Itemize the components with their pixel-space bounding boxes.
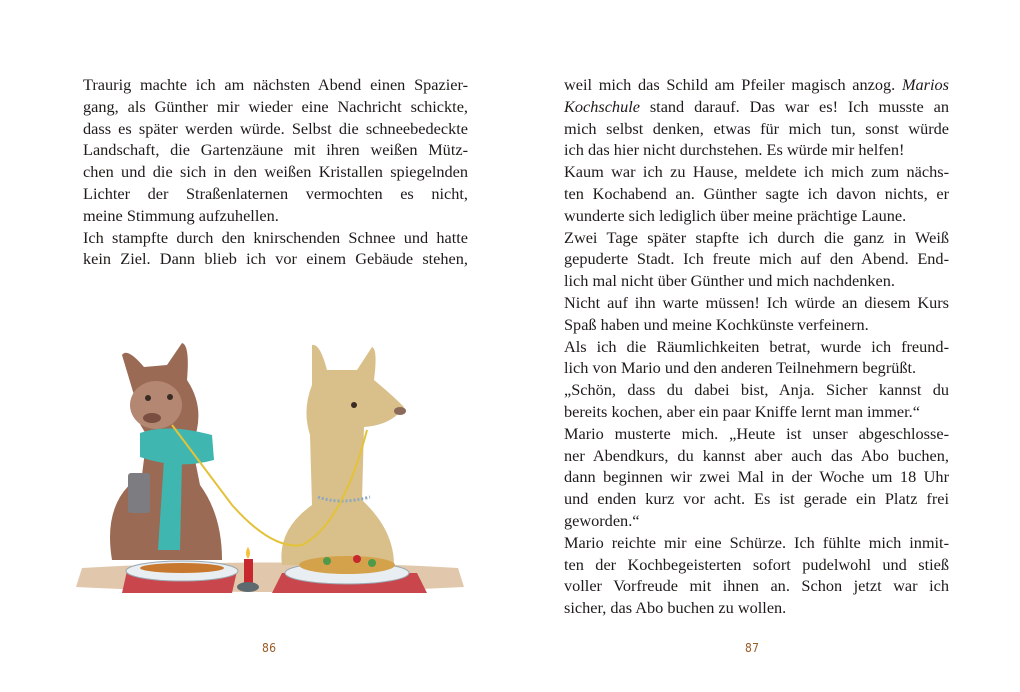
text-line: sicher, das Abo buchen zu wollen. [564,598,787,618]
page-number: 87 [745,641,760,655]
text-line: gang, als Günther mir wieder eine Nachricht schickte, [83,96,468,116]
text-line: ner Abendkurs, du kannst aber auch das Abo buchen, [564,445,949,465]
text-line: Mario reichte mir eine Schürze. Ich fühlte mich inmit- [564,532,949,552]
text-line: ten Kochabend an. Günther sagte ich davon nichts, er [564,183,949,203]
text-line: „Schön, dass du dabei bist, Anja. Sicher kannst du [564,380,949,400]
italic-title: Marios [901,75,949,94]
text-line: Kochschule stand darauf. Das war es! Ich musste an [564,96,949,116]
text-line: bereits kochen, aber ein paar Kniffe lernt man immer.“ [564,401,920,421]
text-line: Ich stampfte durch den knirschenden Schnee und hatte [83,227,468,247]
text-line: lich von Mario und den anderen Teilnehmern begrüßt. [564,358,917,378]
text-line: lich mal nicht über Günther und mich nachdenken. [564,271,895,291]
text-line: geworden.“ [564,510,640,530]
text-line: Als ich die Räumlichkeiten betrat, wurde ich freund- [564,336,949,356]
text-line: meine Stimmung aufzuhellen. [83,205,279,225]
text-line: ten der Kochbegeisterten sofort pudelwohl und stieß [564,554,949,574]
text-line: voller Vorfreude mit ihnen an. Schon jetzt war ich [564,576,949,596]
text-line: Spaß haben und meine Kochkünste verfeinern. [564,314,869,334]
text-line: Traurig machte ich am nächsten Abend einen Spazier- [83,75,468,94]
text-line: chen und die sich in den weißen Kristallen spiegelnden [83,162,468,182]
text-line: Mario musterte mich. „Heute ist unser abgeschlosse- [564,423,949,443]
text-line: ich das hier nicht durchstehen. Es würde mir helfen! [564,140,905,160]
text-line: mich selbst denken, etwas für mich tun, sonst würde [564,118,949,138]
page-number: 86 [262,641,277,655]
llama-dinner-illustration [72,325,468,610]
text-line: wunderte sich lediglich über meine prächtige Laune. [564,205,907,225]
text-line: Lichter der Straßenlaternen vermochten es nicht, [83,183,468,203]
text-line: Kaum war ich zu Hause, meldete ich mich zum nächs- [564,162,949,182]
text-line: Nicht auf ihn warte müssen! Ich würde an diesem Kurs [564,292,949,312]
right-page-text [564,74,949,619]
text-line: Zwei Tage später stapfte ich durch die ganz in Weiß [564,227,949,247]
right-page [510,0,1020,692]
text-line: dass es später werden würde. Selbst die schneebedeckte [83,118,468,138]
text-line: gepuderte Stadt. Ich freute mich auf den Abend. End- [564,249,949,269]
left-page-text [83,74,468,270]
text-line: kein Ziel. Dann blieb ich vor einem Gebäude stehen, [83,249,468,269]
text-line: weil mich das Schild am Pfeiler magisch anzog. Marios [564,75,949,94]
italic-title: Kochschule [564,96,640,116]
text-line: dann beginnen wir zwei Mal in der Woche um 18 Uhr [564,467,949,487]
text-line: Landschaft, die Gartenzäune mit ihren weißen Mütz- [83,140,468,160]
text-line: und enden kurz vor acht. Es ist gerade ein Platz frei [564,489,949,509]
